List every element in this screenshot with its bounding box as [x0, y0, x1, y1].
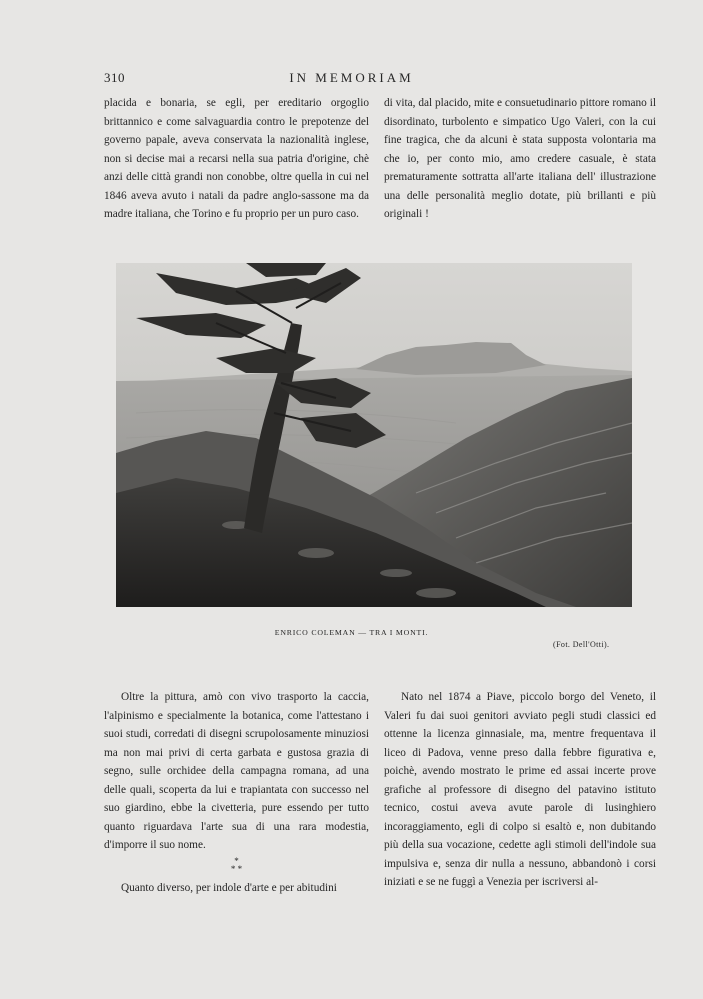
paragraph: di vita, dal placido, mite e consuetudinario pittore romano il disordinato, turbolento e simpatico Ugo Valeri, con la cui fine tragica, che da alcuni è stata supposta volontaria ma che io, per conto mio, amo credere casuale, è stata prematuramente sottratta all'arte italiana dell' illustrazione una delle personalità meglio dotate, più brillanti e più originali !	[384, 97, 656, 220]
paragraph: Quanto diverso, per indole d'arte e per abitudini	[120, 881, 337, 894]
separator-bottom-stars: * *	[230, 863, 243, 874]
landscape-photograph	[116, 263, 632, 607]
top-left-column	[104, 94, 369, 224]
running-title: IN MEMORIAM	[289, 70, 414, 85]
photo-credit: (Fot. Dell'Otti).	[553, 640, 610, 649]
top-right-column	[384, 94, 656, 224]
bottom-left-column	[104, 688, 369, 897]
page-number: 310	[104, 70, 125, 85]
separator-top-star: *	[234, 855, 239, 866]
paragraph: Oltre la pittura, amò con vivo trasporto la caccia, l'alpinismo e specialmente la botanica, come l'attestano i suoi studi, corredati di disegni scrupolosamente minuziosi ma non mai privi di certa garbata e gustosa grazia di segno, sulle orchidee della campagna romana, ad una delle quali, scoperta da lui e trapiantata con successo nel suo giardino, ebbe la civetteria, pure essendo per tutto quanto riguardava l'arte sua di una rara modestia, d'imporre il suo nome.	[104, 691, 369, 851]
figure-caption: ENRICO COLEMAN — TRA I MONTI.	[274, 628, 429, 637]
section-separator	[104, 855, 369, 879]
bottom-right-column	[384, 688, 656, 892]
paragraph: Nato nel 1874 a Piave, piccolo borgo del Veneto, il Valeri fu dai suoi genitori avviato pegli studi classici ed ottenne la licenza ginnasiale, ma, mentre frequentava il liceo di Padova, venne preso dalla febbre figurativa e, poichè, avendo mostrato le prime ed assai incerte prove grafiche al professore di disegno del patavino istituto tecnico, costui aveva avute parole di lusinghiero incoraggiamento, egli di colpo si esaltò e, non dubitando più della sua vocazione, cedette agli stimoli dell'indole sua impulsiva e, senza dir nulla a nessuno, abbandonò i corsi iniziati e se ne fuggì a Venezia per iscriversi al-	[384, 691, 656, 888]
paragraph: placida e bonaria, se egli, per ereditario orgoglio brittannico e come salvaguardia contro le prepotenze del governo papale, aveva conservata la nazionalità inglese, non si decise mai a recarsi nella sua patria d'origine, chè anzi delle città grandi non conobbe, oltre quella in cui nel 1846 aveva avuto i natali da padre anglo-sassone ma da madre italiana, che Torino e fu proprio per un puro caso.	[104, 97, 369, 220]
